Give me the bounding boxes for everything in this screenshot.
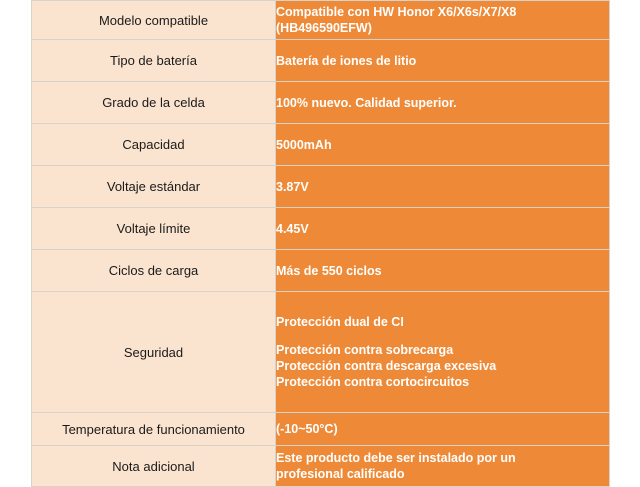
table-row-cell-grade: [32, 82, 610, 124]
battery-spec-table: [31, 0, 610, 487]
spec-value-charge-cycles: Más de 550 ciclos: [276, 250, 610, 292]
spec-table-container: [31, 0, 609, 480]
table-row-note: [32, 446, 610, 487]
table-row-model: [32, 1, 610, 40]
spec-label-note: Nota adicional: [32, 446, 276, 487]
table-row-security: [32, 292, 610, 413]
security-item: Protección contra cortocircuitos: [276, 375, 470, 389]
spec-label-cell-grade: Grado de la celda: [32, 82, 276, 124]
spec-value-note: [276, 446, 610, 487]
spec-label-model: Modelo compatible: [32, 1, 276, 40]
spec-label-operating-temp: Temperatura de funcionamiento: [32, 413, 276, 446]
security-item: Protección contra sobrecarga: [276, 343, 454, 357]
table-row-limit-voltage: [32, 208, 610, 250]
table-row-battery-type: [32, 40, 610, 82]
security-divider: [276, 330, 609, 342]
spec-value-note-line2: profesional calificado: [276, 467, 405, 481]
spec-value-battery-type: Batería de iones de litio: [276, 40, 610, 82]
spec-value-operating-temp: (-10~50°C): [276, 413, 610, 446]
table-row-capacity: [32, 124, 610, 166]
spec-value-capacity: 5000mAh: [276, 124, 610, 166]
table-row-operating-temp: [32, 413, 610, 446]
spec-value-model-line1: Compatible con HW Honor X6/X6s/X7/X8: [276, 5, 517, 19]
security-item: Protección contra descarga excesiva: [276, 359, 497, 373]
spec-value-standard-voltage: 3.87V: [276, 166, 610, 208]
spec-value-limit-voltage: 4.45V: [276, 208, 610, 250]
spec-label-limit-voltage: Voltaje límite: [32, 208, 276, 250]
table-row-standard-voltage: [32, 166, 610, 208]
spec-value-model: [276, 1, 610, 40]
spec-label-battery-type: Tipo de batería: [32, 40, 276, 82]
spec-label-capacity: Capacidad: [32, 124, 276, 166]
spec-value-security: [276, 292, 610, 413]
spec-value-note-line1: Este producto debe ser instalado por un: [276, 451, 516, 465]
spec-label-charge-cycles: Ciclos de carga: [32, 250, 276, 292]
security-item: Protección dual de CI: [276, 315, 404, 329]
table-row-charge-cycles: [32, 250, 610, 292]
spec-label-standard-voltage: Voltaje estándar: [32, 166, 276, 208]
spec-value-cell-grade: 100% nuevo. Calidad superior.: [276, 82, 610, 124]
spec-value-model-line2: (HB496590EFW): [276, 21, 372, 35]
spec-label-security: Seguridad: [32, 292, 276, 413]
